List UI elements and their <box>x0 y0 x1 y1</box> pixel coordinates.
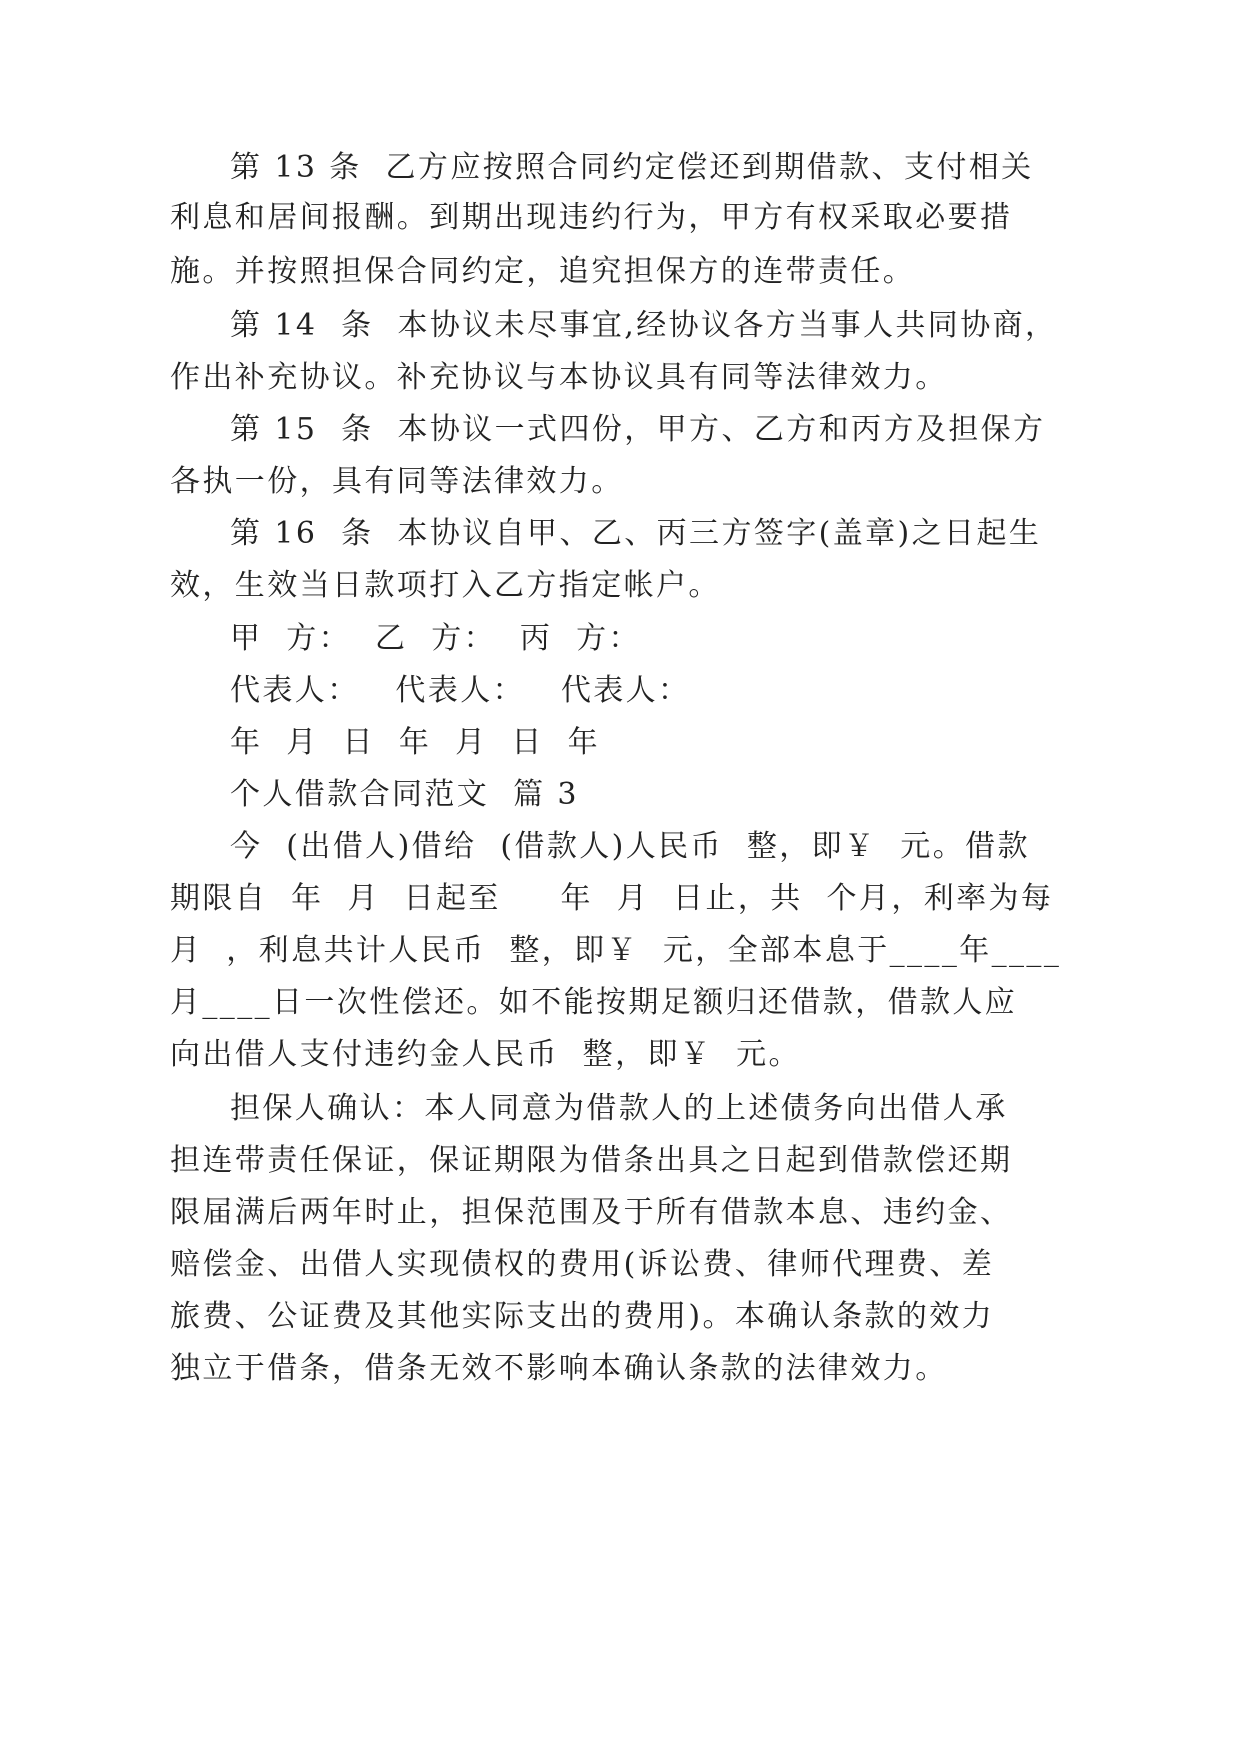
text-line: 第 13 条 乙方应按照合同约定偿还到期借款、支付相关 <box>230 150 1034 185</box>
text-line: 向出借人支付违约金人民币 整，即￥ 元。 <box>170 1037 801 1072</box>
text-line: 旅费、公证费及其他实际支出的费用)。本确认条款的效力 <box>170 1299 995 1334</box>
text-line: 第 16 条 本协议自甲、乙、丙三方签字(盖章)之日起生 <box>230 516 1042 551</box>
text-line: 各执一份，具有同等法律效力。 <box>170 464 624 499</box>
text-line: 独立于借条，借条无效不影响本确认条款的法律效力。 <box>170 1351 948 1386</box>
text-line: 效，生效当日款项打入乙方指定帐户。 <box>170 568 721 603</box>
text-line: 第 15 条 本协议一式四份，甲方、乙方和丙方及担保方 <box>230 412 1046 447</box>
text-line: 第 14 条 本协议未尽事宜,经协议各方当事人共同协商， <box>230 308 1058 343</box>
text-line: 限届满后两年时止，担保范围及于所有借款本息、违约金、 <box>170 1195 1013 1230</box>
text-line: 担连带责任保证，保证期限为借条出具之日起到借款偿还期 <box>170 1143 1013 1178</box>
text-line: 施。并按照担保合同约定，追究担保方的连带责任。 <box>170 254 916 289</box>
text-line: 期限自 年 月 日起至 年 月 日止，共 个月，利率为每 <box>170 881 1054 916</box>
text-line: 利息和居间报酬。到期出现违约行为，甲方有权采取必要措 <box>170 200 1013 235</box>
text-line: 月____日一次性偿还。如不能按期足额归还借款，借款人应 <box>170 985 1018 1020</box>
text-line: 今 (出借人)借给 (借款人)人民币 整，即￥ 元。借款 <box>230 829 1030 864</box>
section-heading: 个人借款合同范文 篇 3 <box>230 777 579 812</box>
text-line: 担保人确认：本人同意为借款人的上述债务向出借人承 <box>230 1091 1008 1126</box>
text-line: 作出补充协议。补充协议与本协议具有同等法律效力。 <box>170 360 948 395</box>
text-line: 月 ，利息共计人民币 整，即￥ 元，全部本息于____年____ <box>170 933 1062 968</box>
text-line: 年 月 日 年 月 日 年 <box>230 725 601 760</box>
text-line: 甲 方： 乙 方： 丙 方： <box>230 621 641 656</box>
text-line: 代表人： 代表人： 代表人： <box>230 673 691 708</box>
text-line: 赔偿金、出借人实现债权的费用(诉讼费、律师代理费、差 <box>170 1247 995 1282</box>
